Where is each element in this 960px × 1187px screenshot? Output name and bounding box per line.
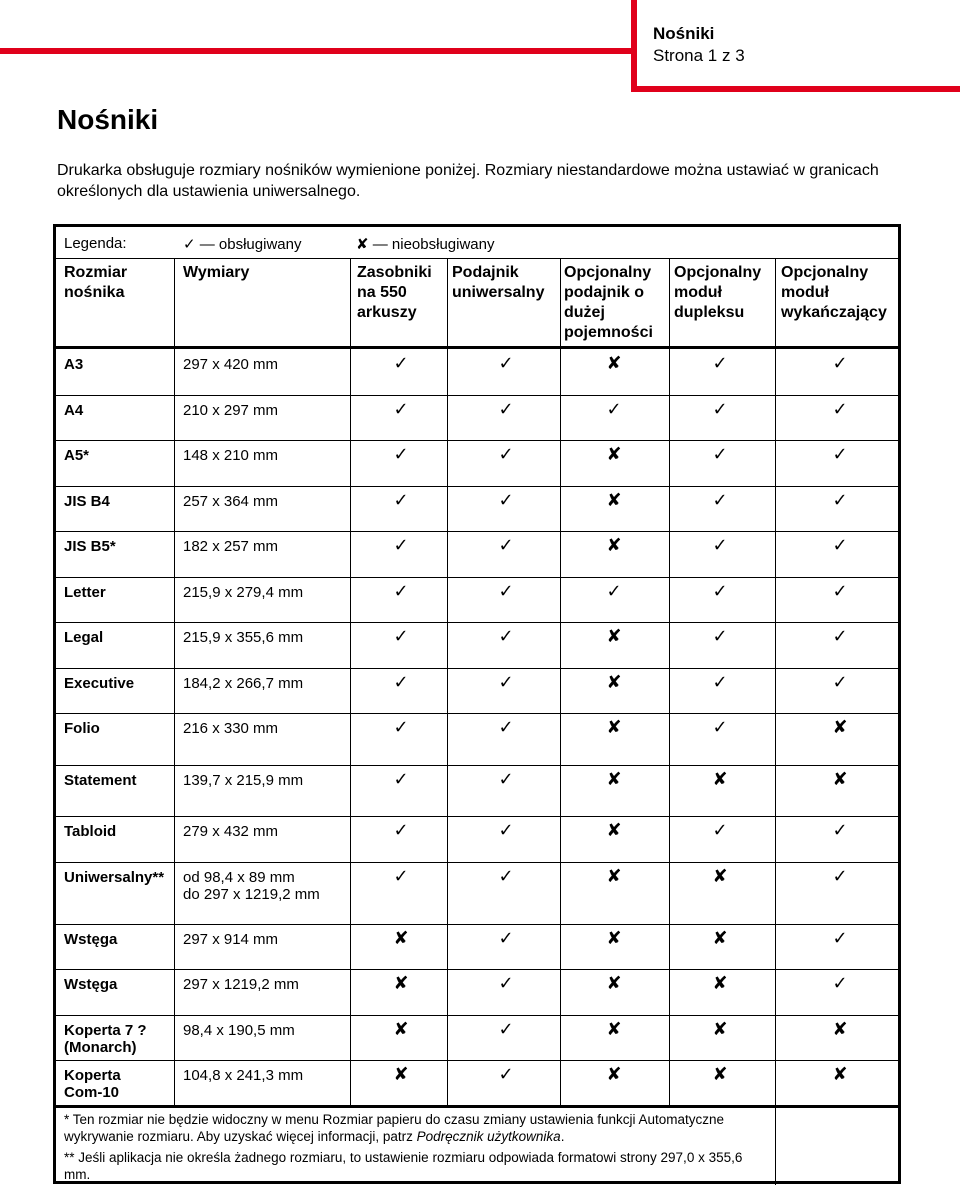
table-row xyxy=(56,969,898,1015)
user-guide-reference: Podręcznik użytkownika xyxy=(416,1129,561,1144)
supported-check-icon: ✓ xyxy=(832,444,848,465)
supported-check-icon: ✓ xyxy=(498,490,514,511)
table-row xyxy=(56,765,898,816)
media-size-name: Wstęga xyxy=(64,931,118,948)
col-header-size: Rozmiar nośnika xyxy=(64,264,128,301)
media-dimensions: 98,4 x 190,5 mm xyxy=(183,1022,295,1039)
supported-check-icon: ✓ xyxy=(498,1019,514,1040)
table-row xyxy=(56,349,898,395)
supported-check-icon: ✓ xyxy=(498,1064,514,1085)
media-dimensions: 210 x 297 mm xyxy=(183,402,279,419)
legend xyxy=(56,227,898,259)
media-size-name: Folio xyxy=(64,720,100,737)
media-size-name: Koperta 7 ? (Monarch) xyxy=(64,1022,147,1056)
supported-check-icon: ✓ xyxy=(498,672,514,693)
supported-check-icon: ✓ xyxy=(498,399,514,420)
unsupported-cross-icon: ✘ xyxy=(606,490,622,511)
supported-check-icon: ✓ xyxy=(393,717,409,738)
table-row xyxy=(56,440,898,486)
supported-check-icon: ✓ xyxy=(498,866,514,887)
unsupported-cross-icon: ✘ xyxy=(712,769,728,790)
unsupported-cross-icon: ✘ xyxy=(712,973,728,994)
media-dimensions: od 98,4 x 89 mm do 297 x 1219,2 mm xyxy=(183,869,320,903)
unsupported-cross-icon: ✘ xyxy=(832,769,848,790)
media-dimensions: 182 x 257 mm xyxy=(183,538,279,555)
column-divider xyxy=(560,259,561,1105)
media-dimensions: 297 x 1219,2 mm xyxy=(183,976,299,993)
supported-check-icon: ✓ xyxy=(498,535,514,556)
table-row xyxy=(56,577,898,622)
supported-check-icon: ✓ xyxy=(832,535,848,556)
media-dimensions: 148 x 210 mm xyxy=(183,447,279,464)
supported-check-icon: ✓ xyxy=(832,672,848,693)
table-row xyxy=(56,668,898,713)
legend-supported: ✓ — obsługiwany xyxy=(183,236,302,253)
supported-check-icon: ✓ xyxy=(498,353,514,374)
unsupported-cross-icon: ✘ xyxy=(393,1064,409,1085)
table-row xyxy=(56,713,898,765)
supported-check-icon: ✓ xyxy=(832,353,848,374)
media-size-name: Executive xyxy=(64,675,135,692)
footnote-1-end: . xyxy=(560,1129,565,1144)
supported-check-icon: ✓ xyxy=(712,535,728,556)
footnote-1-text: * Ten rozmiar nie będzie widoczny w menu Rozmiar papieru do czasu zmiany ustawienia funkcji Automatyczne wykrywanie rozmiaru. Aby uzyskać więcej informacji, patrz xyxy=(64,1112,725,1144)
col-header-duplex: Opcjonalny moduł dupleksu xyxy=(674,264,762,321)
table-row xyxy=(56,486,898,531)
unsupported-cross-icon: ✘ xyxy=(832,1064,848,1085)
media-table xyxy=(53,224,901,1184)
unsupported-cross-icon: ✘ xyxy=(606,535,622,556)
supported-check-icon: ✓ xyxy=(393,581,409,602)
supported-check-icon: ✓ xyxy=(712,820,728,841)
unsupported-cross-icon: ✘ xyxy=(606,866,622,887)
unsupported-cross-icon: ✘ xyxy=(712,928,728,949)
unsupported-cross-icon: ✘ xyxy=(606,928,622,949)
table-row xyxy=(56,395,898,440)
supported-check-icon: ✓ xyxy=(712,581,728,602)
supported-check-icon: ✓ xyxy=(393,626,409,647)
table-row xyxy=(56,862,898,924)
header-red-underline xyxy=(631,86,960,92)
unsupported-cross-icon: ✘ xyxy=(606,1019,622,1040)
unsupported-cross-icon: ✘ xyxy=(606,717,622,738)
media-size-name: Letter xyxy=(64,584,106,601)
footnote-column-divider xyxy=(775,1105,776,1185)
supported-check-icon: ✓ xyxy=(832,626,848,647)
media-size-name: A4 xyxy=(64,402,84,419)
media-dimensions: 279 x 432 mm xyxy=(183,823,279,840)
unsupported-cross-icon: ✘ xyxy=(606,626,622,647)
supported-check-icon: ✓ xyxy=(498,717,514,738)
media-size-name: Wstęga xyxy=(64,976,118,993)
col-header-multipurpose-feeder: Podajnik uniwersalny xyxy=(452,264,545,301)
media-size-name: A5* xyxy=(64,447,90,464)
unsupported-cross-icon: ✘ xyxy=(606,444,622,465)
unsupported-cross-icon: ✘ xyxy=(606,353,622,374)
media-size-name: Statement xyxy=(64,772,137,789)
table-row xyxy=(56,924,898,969)
media-size-name: Koperta Com-10 xyxy=(64,1067,121,1101)
media-dimensions: 139,7 x 215,9 mm xyxy=(183,772,304,789)
footnote-divider xyxy=(56,1105,898,1108)
media-dimensions: 215,9 x 279,4 mm xyxy=(183,584,304,601)
media-dimensions: 297 x 420 mm xyxy=(183,356,279,373)
intro-text: Drukarka obsługuje rozmiary nośników wymienione poniżej. Rozmiary niestandardowe można ustawiać w granicach określonych dla ustawienia uniwersalnego. xyxy=(57,162,879,200)
unsupported-cross-icon: ✘ xyxy=(606,769,622,790)
supported-check-icon: ✓ xyxy=(498,444,514,465)
supported-check-icon: ✓ xyxy=(712,353,728,374)
supported-check-icon: ✓ xyxy=(606,399,622,420)
supported-check-icon: ✓ xyxy=(832,866,848,887)
supported-check-icon: ✓ xyxy=(712,672,728,693)
header-page-number: Strona 1 z 3 xyxy=(653,46,745,65)
supported-check-icon: ✓ xyxy=(393,444,409,465)
media-dimensions: 216 x 330 mm xyxy=(183,720,279,737)
supported-check-icon: ✓ xyxy=(832,928,848,949)
supported-check-icon: ✓ xyxy=(393,353,409,374)
unsupported-cross-icon: ✘ xyxy=(393,973,409,994)
supported-check-icon: ✓ xyxy=(832,820,848,841)
footnote-1 xyxy=(64,1111,764,1145)
unsupported-cross-icon: ✘ xyxy=(832,717,848,738)
supported-check-icon: ✓ xyxy=(393,535,409,556)
column-divider xyxy=(174,259,175,1105)
supported-check-icon: ✓ xyxy=(498,973,514,994)
supported-check-icon: ✓ xyxy=(498,581,514,602)
media-dimensions: 297 x 914 mm xyxy=(183,931,279,948)
supported-check-icon: ✓ xyxy=(498,626,514,647)
table-row xyxy=(56,622,898,668)
media-size-name: Tabloid xyxy=(64,823,117,840)
supported-check-icon: ✓ xyxy=(712,490,728,511)
unsupported-cross-icon: ✘ xyxy=(832,1019,848,1040)
unsupported-cross-icon: ✘ xyxy=(606,1064,622,1085)
supported-check-icon: ✓ xyxy=(393,820,409,841)
supported-check-icon: ✓ xyxy=(393,672,409,693)
table-row xyxy=(56,816,898,862)
unsupported-cross-icon: ✘ xyxy=(393,1019,409,1040)
supported-check-icon: ✓ xyxy=(498,769,514,790)
column-divider xyxy=(669,259,670,1105)
unsupported-cross-icon: ✘ xyxy=(712,1019,728,1040)
media-size-name: Uniwersalny** xyxy=(64,869,165,886)
supported-check-icon: ✓ xyxy=(393,866,409,887)
supported-check-icon: ✓ xyxy=(393,769,409,790)
header-red-divider xyxy=(631,0,637,92)
table-row xyxy=(56,531,898,577)
media-dimensions: 184,2 x 266,7 mm xyxy=(183,675,304,692)
unsupported-cross-icon: ✘ xyxy=(712,1064,728,1085)
supported-check-icon: ✓ xyxy=(498,820,514,841)
table-row xyxy=(56,1060,898,1105)
supported-check-icon: ✓ xyxy=(712,717,728,738)
legend-unsupported: ✘ — nieobsługiwany xyxy=(356,236,495,253)
col-header-dimensions: Wymiary xyxy=(183,264,250,281)
column-divider xyxy=(775,259,776,1105)
col-header-hcf: Opcjonalny podajnik o dużej pojemności xyxy=(564,264,653,341)
media-dimensions: 215,9 x 355,6 mm xyxy=(183,629,304,646)
unsupported-cross-icon: ✘ xyxy=(606,672,622,693)
supported-check-icon: ✓ xyxy=(393,490,409,511)
footnote-2: ** Jeśli aplikacja nie określa żadnego rozmiaru, to ustawienie rozmiaru odpowiada formatowi strony 297,0 x 355,6 mm. xyxy=(64,1150,743,1182)
table-row xyxy=(56,1015,898,1060)
supported-check-icon: ✓ xyxy=(606,581,622,602)
media-size-name: JIS B4 xyxy=(64,493,110,510)
column-divider xyxy=(447,259,448,1105)
media-size-name: A3 xyxy=(64,356,84,373)
supported-check-icon: ✓ xyxy=(832,490,848,511)
unsupported-cross-icon: ✘ xyxy=(712,866,728,887)
unsupported-cross-icon: ✘ xyxy=(606,820,622,841)
supported-check-icon: ✓ xyxy=(832,399,848,420)
page-title: Nośniki xyxy=(57,104,159,135)
legend-label: Legenda: xyxy=(64,235,127,252)
media-dimensions: 104,8 x 241,3 mm xyxy=(183,1067,304,1084)
header-red-bar xyxy=(0,48,636,54)
unsupported-cross-icon: ✘ xyxy=(393,928,409,949)
header-title: Nośniki xyxy=(653,24,715,43)
col-header-550-trays: Zasobniki na 550 arkuszy xyxy=(357,264,432,321)
supported-check-icon: ✓ xyxy=(832,581,848,602)
supported-check-icon: ✓ xyxy=(712,626,728,647)
col-header-finisher: Opcjonalny moduł wykańczający xyxy=(781,264,887,321)
supported-check-icon: ✓ xyxy=(712,399,728,420)
media-dimensions: 257 x 364 mm xyxy=(183,493,279,510)
unsupported-cross-icon: ✘ xyxy=(606,973,622,994)
media-size-name: JIS B5* xyxy=(64,538,116,555)
column-divider xyxy=(350,259,351,1105)
supported-check-icon: ✓ xyxy=(712,444,728,465)
supported-check-icon: ✓ xyxy=(832,973,848,994)
supported-check-icon: ✓ xyxy=(498,928,514,949)
supported-check-icon: ✓ xyxy=(393,399,409,420)
media-size-name: Legal xyxy=(64,629,104,646)
